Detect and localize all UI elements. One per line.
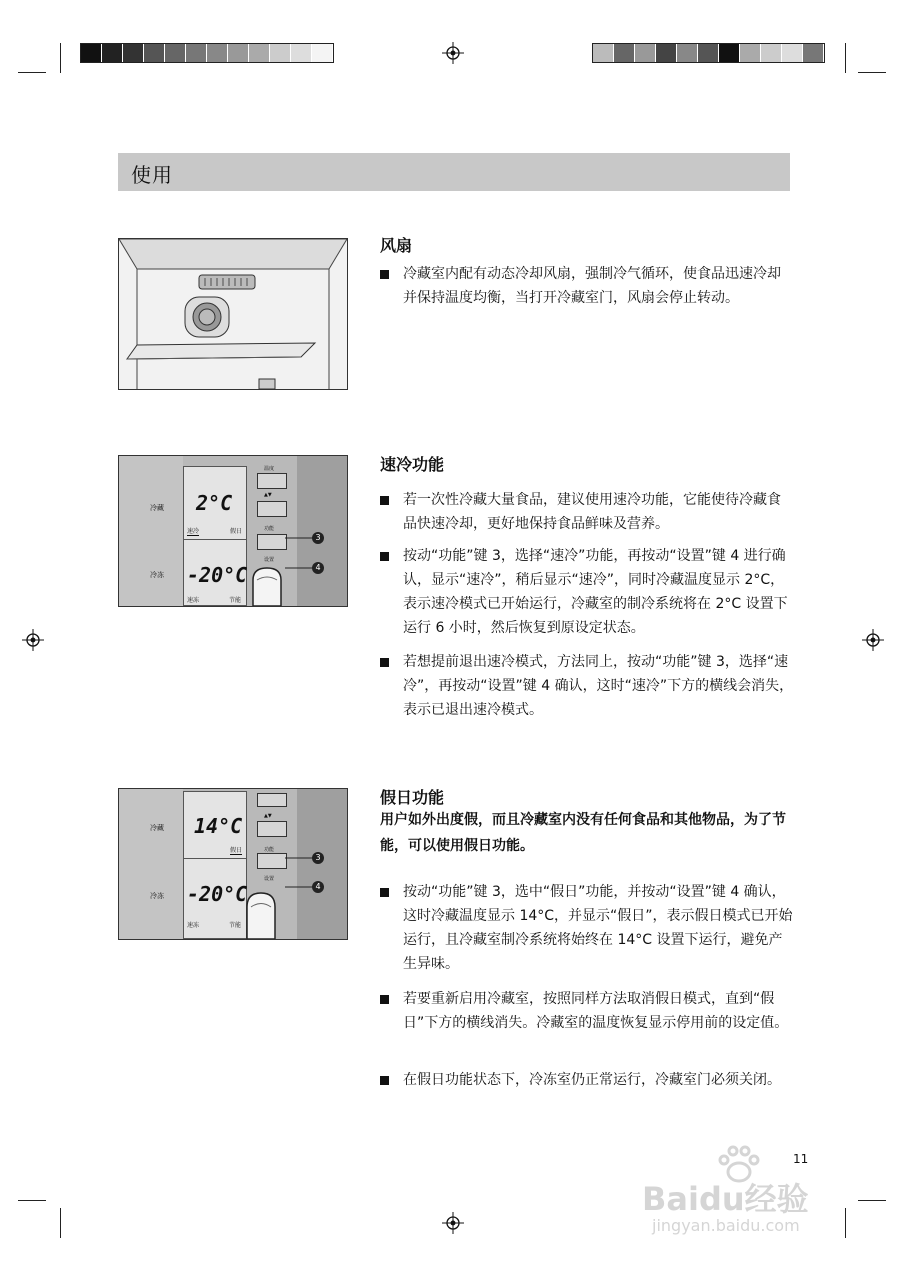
holiday-indicator: 假日: [230, 847, 243, 854]
fan-heading: 风扇: [380, 236, 413, 255]
temp-button-label: 温度: [264, 466, 275, 472]
fan-illustration: [118, 238, 348, 390]
eco-indicator: 节能: [229, 922, 242, 929]
freezer-temperature: -20°C: [187, 563, 248, 587]
temp-button[interactable]: [257, 793, 287, 807]
freezer-label: 冷冻: [150, 892, 164, 900]
callout-3-badge: 3: [312, 532, 324, 544]
color-calibration-bar: [80, 43, 334, 63]
lcd-display: [183, 466, 247, 606]
list-item: 若一次性冷藏大量食品，建议使用速冷功能，它能使待冷藏食品快速冷却，更好地保持食品鲜味及营养。: [380, 488, 794, 536]
callout-3-badge: 3: [312, 852, 324, 864]
crop-mark: [858, 72, 886, 73]
bullet-square-icon: [380, 995, 389, 1004]
quick-cool-indicator: 速冷: [187, 528, 200, 535]
page-title: 使用: [131, 163, 173, 187]
color-calibration-bar: [592, 43, 825, 63]
registration-mark-icon: [442, 1212, 464, 1234]
list-item: 在假日功能状态下，冷冻室仍正常运行，冷藏室门必须关闭。: [380, 1068, 794, 1092]
watermark-brand: Baidu经验: [642, 1180, 809, 1218]
set-button-label: 设置: [264, 557, 275, 563]
watermark-url: jingyan.baidu.com: [652, 1216, 800, 1235]
holiday-heading: 假日功能: [380, 788, 445, 807]
temp-button[interactable]: [257, 473, 287, 489]
registration-mark-icon: [442, 42, 464, 64]
arrow-button-label: ▲▼: [264, 492, 272, 498]
fridge-temperature: 14°C: [194, 814, 243, 838]
crop-mark: [18, 1200, 46, 1201]
callout-4-badge: 4: [312, 562, 324, 574]
crop-mark: [60, 43, 61, 73]
crop-mark: [845, 43, 846, 73]
bullet-square-icon: [380, 888, 389, 897]
function-button-label: 功能: [264, 526, 275, 532]
list-item: 若想提前退出速冷模式，方法同上，按动“功能”键 3，选择“速冷”，再按动“设置”键 4 确认，这时“速冷”下方的横线会消失，表示已退出速冷模式。: [380, 650, 794, 722]
registration-mark-icon: [22, 629, 44, 651]
eco-indicator: 节能: [229, 597, 242, 604]
bullet-square-icon: [380, 658, 389, 667]
list-item: 若要重新启用冷藏室，按照同样方法取消假日模式，直到“假日”下方的横线消失。冷藏室的温度恢复显示停用前的设定值。: [380, 987, 794, 1035]
registration-mark-icon: [862, 629, 884, 651]
list-item: 按动“功能”键 3，选中“假日”功能，并按动“设置”键 4 确认，这时冷藏温度显示 14°C，并显示“假日”，表示假日模式已开始运行，且冷藏室制冷系统将始终在 14°C 设置下运行，避免产生异味。: [380, 880, 794, 976]
lcd-display: [183, 791, 247, 939]
function-button-label: 功能: [264, 847, 275, 853]
crop-mark: [858, 1200, 886, 1201]
section-header: [118, 153, 790, 191]
fast-freeze-indicator: 速冻: [187, 597, 200, 604]
crop-mark: [60, 1208, 61, 1238]
baidu-watermark: [642, 1144, 852, 1240]
control-panel-holiday: [118, 788, 348, 940]
bullet-square-icon: [380, 496, 389, 505]
holiday-indicator: 假日: [230, 528, 243, 535]
list-item: 冷藏室内配有动态冷却风扇，强制冷气循环，使食品迅速冷却并保持温度均衡，当打开冷藏室门，风扇会停止转动。: [380, 262, 794, 310]
quick-cool-heading: 速冷功能: [380, 455, 445, 474]
crop-mark: [18, 72, 46, 73]
arrow-button[interactable]: [257, 821, 287, 837]
freezer-label: 冷冻: [150, 571, 164, 579]
arrow-button[interactable]: [257, 501, 287, 517]
arrow-button-label: ▲▼: [264, 813, 272, 819]
fridge-temperature: 2°C: [196, 491, 233, 515]
page-number: 11: [793, 1152, 809, 1166]
bullet-square-icon: [380, 552, 389, 561]
fridge-label: 冷藏: [150, 504, 164, 512]
set-button-label: 设置: [264, 876, 275, 882]
pressing-finger-icon: [241, 885, 291, 939]
list-item: 按动“功能”键 3，选择“速冷”功能，再按动“设置”键 4 进行确认，显示“速冷”，稍后显示“速冷”，同时冷藏温度显示 2°C，表示速冷模式已开始运行，冷藏室的制冷系统将在 2°C 设置下运行 6 小时，然后恢复到原设定状态。: [380, 544, 794, 640]
fast-freeze-indicator: 速冻: [187, 922, 200, 929]
bullet-square-icon: [380, 1076, 389, 1085]
fridge-label: 冷藏: [150, 824, 164, 832]
holiday-lead: 用户如外出度假，而且冷藏室内没有任何食品和其他物品，为了节能，可以使用假日功能。: [380, 812, 786, 854]
bullet-square-icon: [380, 270, 389, 279]
callout-4-badge: 4: [312, 881, 324, 893]
freezer-temperature: -20°C: [187, 882, 248, 906]
control-panel-quick-cool: [118, 455, 348, 607]
